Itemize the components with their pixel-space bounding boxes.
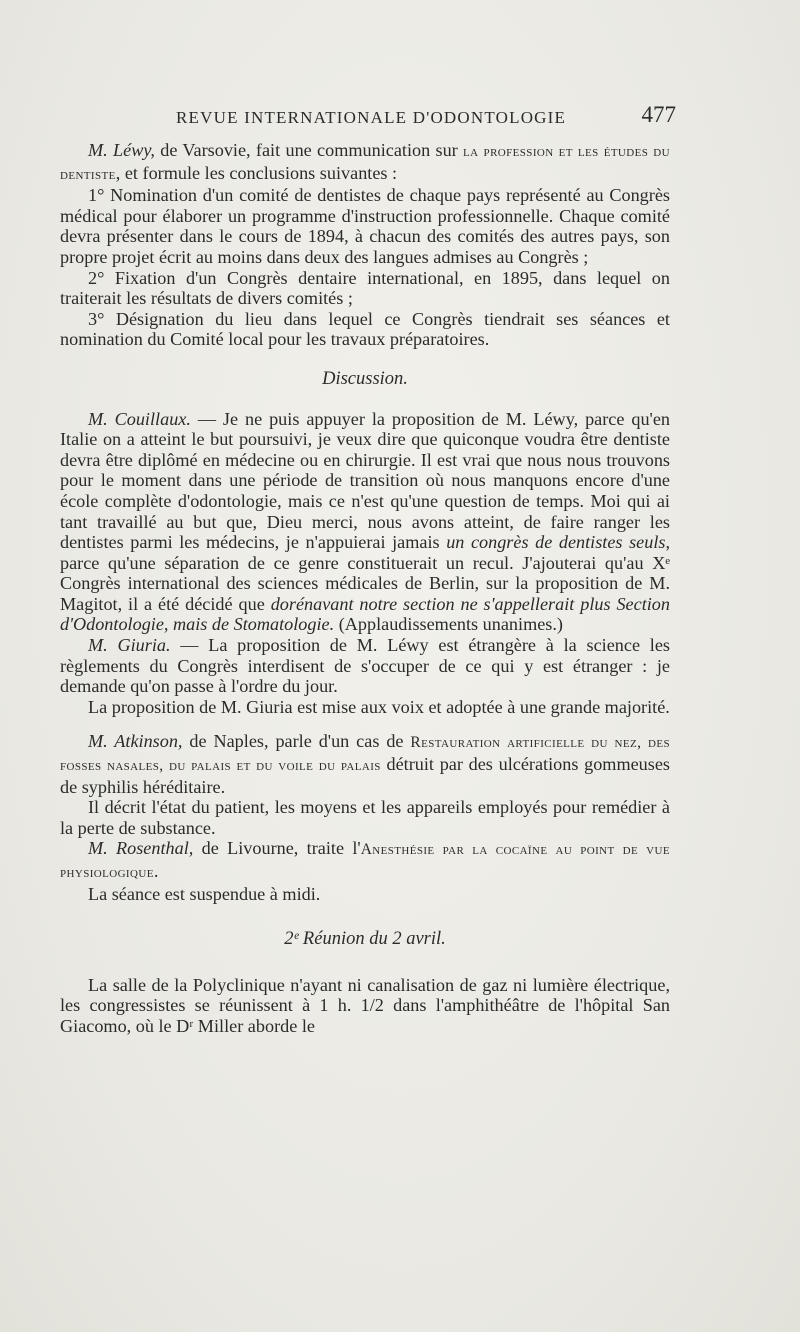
paragraph-giuria: M. Giuria. — La proposition de M. Léwy est étrangère à la science les règlements du Congrès interdisent de s'occuper de ce qui y est étranger : je demande qu'on passe à l'ordre du jour. [60,635,670,697]
journal-title: REVUE INTERNATIONALE D'ODONTOLOGIE [176,108,567,127]
topic-smallcaps: la profession et les études du dentiste [60,143,670,183]
topic-smallcaps: Restauration artificielle du nez, des fosses nasales, du palais et du voile du palais [60,734,670,775]
speaker-name: M. Atkinson, [88,731,183,752]
paragraph-couillaux: M. Couillaux. — Je ne puis appuyer la proposition de M. Léwy, parce qu'en Italie on a atteint le but poursuivi, je veux dire que quiconque voudra être dentiste devra être diplômé en médecine ou en chirurgie. Il est vrai que nous nous trouvons pour le moment dans une période de transition où nous manquons encore d'une école complète d'odontologie, mais ce n'est qu'une question de temps. Moi qui ai tant travaillé au but que, Dieu merci, nous avons atteint, de faire ranger les dentistes parmi les médecins, je n'appuierai jamais un congrès de dentistes seuls, parce qu'une séparation de ce genre constituerait un recul. J'ajouterai qu'au Xᵉ Congrès international des sciences médicales de Berlin, sur la proposition de M. Magitot, il a été décidé que dorénavant notre section ne s'appellerait plus Section d'Odontologie, mais de Stomatologie. (Applaudissements unanimes.) [60,408,670,635]
paragraph-polyclinique: La salle de la Polyclinique n'ayant ni canalisation de gaz ni lumière électrique, les congressistes se réunissent à 1 h. 1/2 dans l'amphithéâtre de l'hôpital San Giacomo, où le Dʳ Miller aborde le [60,974,670,1036]
section-heading-reunion: 2ᵉ Réunion du 2 avril. [284,929,446,950]
paragraph-atkinson: M. Atkinson, de Naples, parle d'un cas de Restauration artificielle du nez, des fosses nasales, du palais et du voile du palais détruit par des ulcérations gommeuses de syphilis héréditaire. [60,731,670,797]
conclusion-item-2: 2° Fixation d'un Congrès dentaire international, en 1895, dans lequel on traiterait les résultats de divers comités ; [60,267,670,309]
page-number: 477 [641,102,676,127]
conclusion-item-1: 1° Nomination d'un comité de dentistes de chaque pays représenté au Congrès médical pour élaborer un programme d'instruction professionnelle. Chaque comité devra présenter dans le cours de 1894, à chacun des comités des autres pays, son propre projet écrit au moins dans deux des langues admises au Congrès ; [60,185,670,267]
topic-smallcaps: Anesthésie par la cocaïne au point de vue physiologique [60,841,670,881]
speaker-name: M. Giuria. [88,635,171,656]
conclusion-item-3: 3° Désignation du lieu dans lequel ce Congrès tiendrait ses séances et nomination du Comité local pour les travaux préparatoires. [60,308,670,350]
paragraph-patient: Il décrit l'état du patient, les moyens et les appareils employés pour remédier à la perte de substance. [60,797,670,838]
paragraph-vote: La proposition de M. Giuria est mise aux voix et adoptée à une grande majorité. [88,696,670,717]
section-heading-discussion: Discussion. [322,368,408,389]
speaker-name: M. Couillaux. [88,408,191,429]
running-header [60,102,676,140]
speaker-name: M. Rosenthal, [88,838,194,859]
speaker-name: M. Léwy, [88,140,155,160]
body-text [60,140,670,1037]
paragraph-lewy: M. Léwy, de Varsovie, fait une communication sur la profession et les études du dentiste, et formule les conclusions suivantes : [60,140,670,183]
paragraph-suspension: La séance est suspendue à midi. [88,883,321,904]
paragraph-rosenthal: M. Rosenthal, de Livourne, traite l'Anesthésie par la cocaïne au point de vue physiologique. [60,838,670,881]
